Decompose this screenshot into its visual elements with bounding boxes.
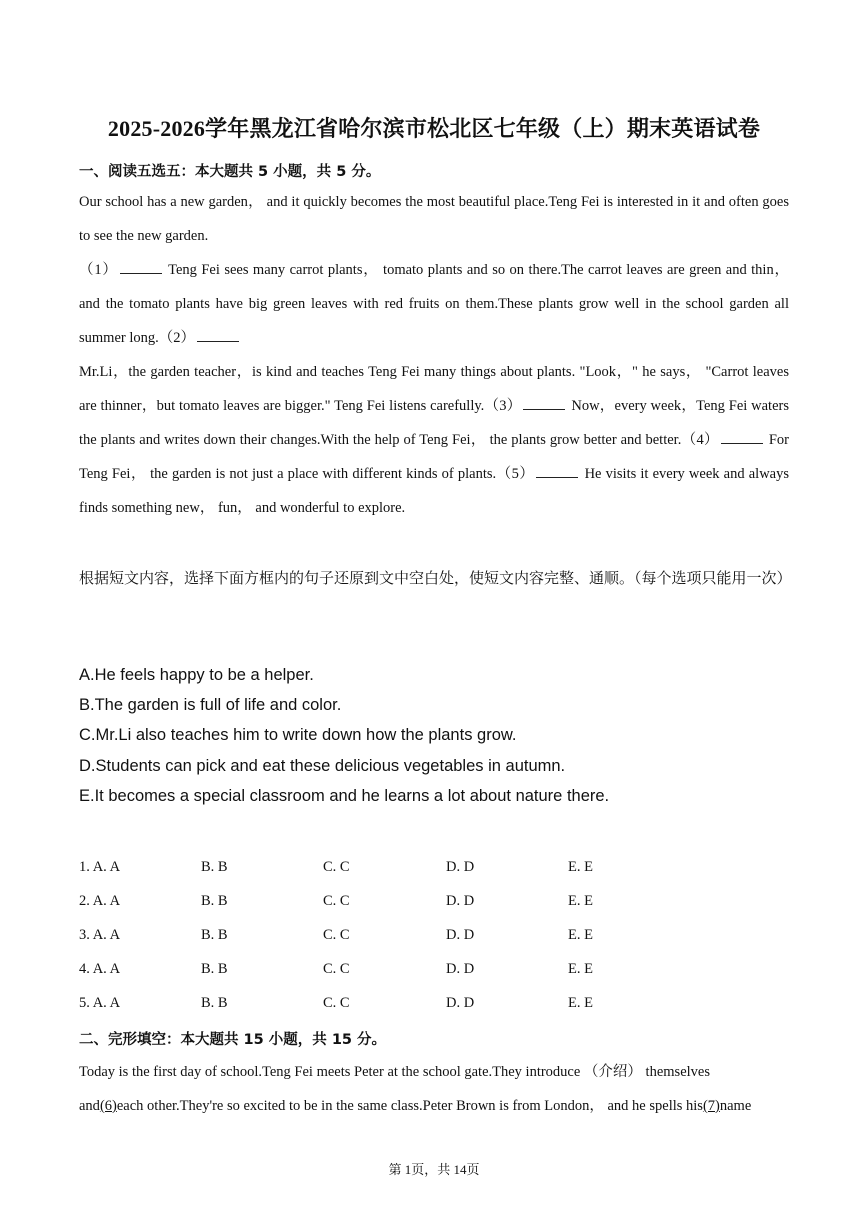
choice-e[interactable]: E. E: [568, 995, 593, 1011]
cloze-line-2: [79, 1089, 799, 1123]
option-c: C.Mr.Li also teaches him to write down how the plants grow.: [79, 726, 517, 745]
answer-blank: [523, 395, 565, 410]
choice-b[interactable]: B. B: [201, 893, 228, 909]
passage-paragraph-3: [79, 355, 789, 525]
page-title: 2025-2026学年黑龙江省哈尔滨市松北区七年级（上）期末英语试卷: [107, 116, 761, 141]
passage-text: For Teng Fei， the garden is not just a place with different kinds of plants.（5）: [79, 432, 789, 482]
page-footer: 第 1页，共 14页: [388, 1162, 480, 1177]
choice-d[interactable]: D. D: [446, 927, 475, 943]
choice-a[interactable]: 2. A. A: [79, 893, 121, 909]
section-2-heading: 二、完形填空：本大题共 15 小题，共 15 分。: [79, 1032, 387, 1048]
choice-a[interactable]: 4. A. A: [79, 961, 121, 977]
choice-e[interactable]: E. E: [568, 859, 593, 875]
choice-c[interactable]: C. C: [323, 927, 350, 943]
choice-b[interactable]: B. B: [201, 927, 228, 943]
blank-marker-7: (7): [702, 1098, 720, 1114]
passage-text: Now，every week，Teng Fei waters the plants and writes down their changes.With the help of Teng Fei， the plants grow better and better.（4）: [79, 398, 789, 448]
passage-text: He visits it every week and always finds something new， fun， and wonderful to explore.: [79, 466, 789, 516]
choice-e[interactable]: E. E: [568, 961, 593, 977]
choice-c[interactable]: C. C: [323, 995, 350, 1011]
choice-b[interactable]: B. B: [201, 961, 228, 977]
answer-blank: [197, 327, 239, 342]
choice-e[interactable]: E. E: [568, 927, 593, 943]
answer-blank: [120, 259, 162, 274]
blank-number: （1）: [79, 262, 118, 278]
option-b: B.The garden is full of life and color.: [79, 696, 342, 715]
cloze-text: name: [719, 1098, 752, 1114]
passage-paragraph-1: [79, 185, 789, 253]
section-1-heading: 一、阅读五选五：本大题共 5 小题，共 5 分。: [79, 164, 381, 180]
answer-blank: [536, 463, 578, 478]
choice-c[interactable]: C. C: [323, 893, 350, 909]
passage-text: Our school has a new garden， and it quickly becomes the most beautiful place.Teng Fei is interested in it and often goes to see the new garden.: [79, 194, 789, 244]
cloze-text: each other.They're so excited to be in the same class.Peter Brown is from London， and he spells his: [116, 1098, 703, 1114]
choice-d[interactable]: D. D: [446, 961, 475, 977]
answer-blank: [721, 429, 763, 444]
choice-b[interactable]: B. B: [201, 859, 228, 875]
choice-e[interactable]: E. E: [568, 893, 593, 909]
choice-b[interactable]: B. B: [201, 995, 228, 1011]
cloze-text: and: [79, 1098, 100, 1114]
instruction-text: 根据短文内容，选择下面方框内的句子还原到文中空白处，使短文内容完整、通顺。（每个选项只能用一次）: [79, 569, 792, 587]
blank-marker-6: (6): [99, 1098, 117, 1114]
choice-d[interactable]: D. D: [446, 893, 475, 909]
options-box: [79, 660, 609, 811]
choice-d[interactable]: D. D: [446, 995, 475, 1011]
choice-a[interactable]: 3. A. A: [79, 927, 121, 943]
passage-text: Teng Fei sees many carrot plants， tomato plants and so on there.The carrot leaves are green and thin， and the tomato plants have big green leaves with red fruits on them.These plants grow well in the school garden all summer long.（2）: [79, 262, 790, 346]
choice-a[interactable]: 1. A. A: [79, 859, 121, 875]
cloze-text: Today is the first day of school.Teng Fei meets Peter at the school gate.They introduce （介绍） themselves: [79, 1064, 710, 1080]
choice-d[interactable]: D. D: [446, 859, 475, 875]
passage-paragraph-2: [79, 253, 789, 355]
choice-c[interactable]: C. C: [323, 961, 350, 977]
option-a: A.He feels happy to be a helper.: [79, 666, 314, 684]
choice-a[interactable]: 5. A. A: [79, 995, 121, 1011]
option-d: D.Students can pick and eat these delicious vegetables in autumn.: [79, 756, 566, 775]
cloze-line-1: [79, 1055, 789, 1089]
choice-c[interactable]: C. C: [323, 859, 350, 875]
option-e: E.It becomes a special classroom and he learns a lot about nature there.: [79, 786, 610, 805]
passage-text: Mr.Li，the garden teacher，is kind and teaches Teng Fei many things about plants. "Look，" he says， "Carrot leaves are thinner，but tomato leaves are bigger." Teng Fei listens carefully.（3）: [79, 364, 789, 414]
